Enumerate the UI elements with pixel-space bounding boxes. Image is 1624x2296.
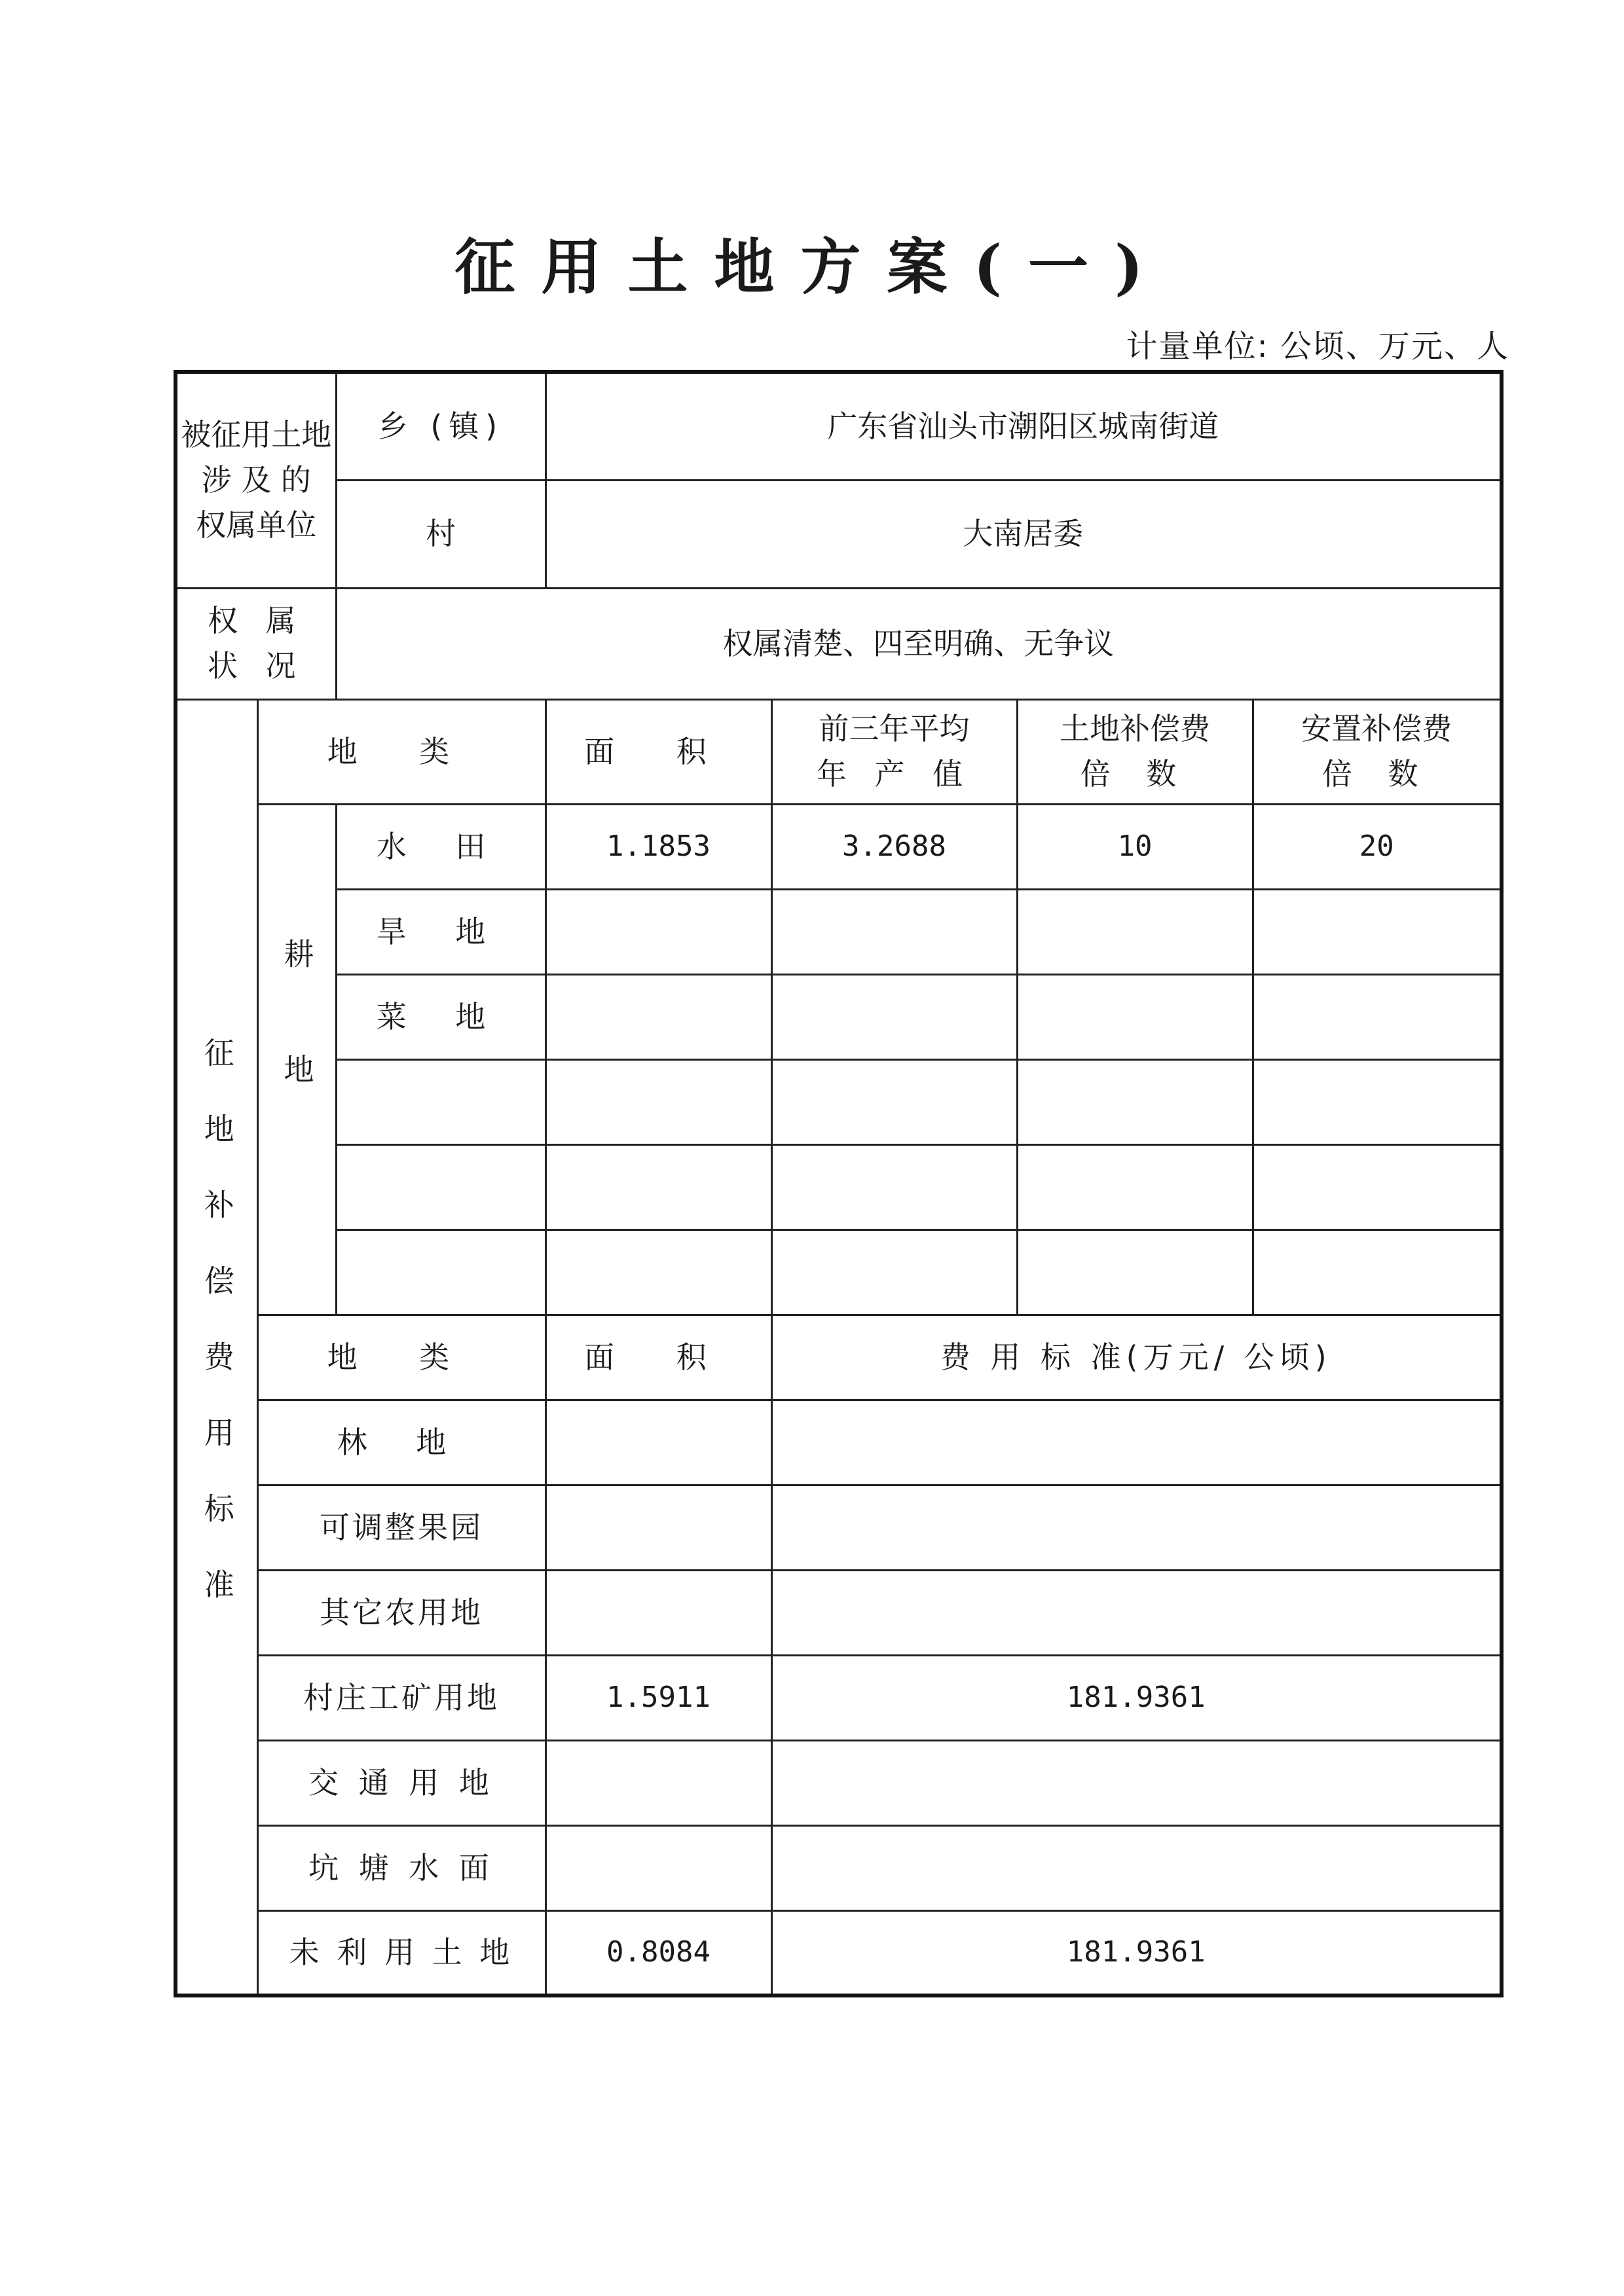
units-note: 计量单位: 公顷、万元、人 bbox=[1126, 328, 1509, 365]
land-comp-multiple bbox=[1017, 1059, 1253, 1144]
cultivated-label: 耕地 bbox=[257, 804, 336, 1315]
land-acquisition-form bbox=[174, 370, 1504, 1997]
land-type bbox=[336, 1144, 545, 1230]
land-type: 水 田 bbox=[336, 804, 545, 889]
area bbox=[545, 1570, 771, 1655]
land-type: 其它农用地 bbox=[257, 1570, 545, 1655]
land-type: 未 利 用 土 地 bbox=[257, 1910, 545, 1995]
table-row bbox=[175, 889, 1502, 974]
township-value: 广东省汕头市潮阳区城南街道 bbox=[545, 372, 1502, 480]
resettle-multiple bbox=[1253, 1144, 1502, 1230]
table-row bbox=[175, 1230, 1502, 1315]
standard: 181.9361 bbox=[771, 1655, 1502, 1740]
header2-land-type: 地 类 bbox=[257, 1315, 545, 1400]
land-comp-multiple bbox=[1017, 974, 1253, 1059]
area bbox=[545, 1485, 771, 1570]
table-row bbox=[175, 1570, 1502, 1655]
land-type: 坑 塘 水 面 bbox=[257, 1825, 545, 1910]
area bbox=[545, 1144, 771, 1230]
table-row bbox=[175, 1059, 1502, 1144]
header-land-type: 地 类 bbox=[257, 699, 545, 804]
standard bbox=[771, 1825, 1502, 1910]
land-comp-multiple bbox=[1017, 889, 1253, 974]
area: 1.1853 bbox=[545, 804, 771, 889]
avg-output bbox=[771, 1059, 1017, 1144]
header-resettle-multiple: 安置补偿费 倍 数 bbox=[1253, 699, 1502, 804]
land-type: 菜 地 bbox=[336, 974, 545, 1059]
table-row bbox=[175, 1740, 1502, 1825]
land-type: 村庄工矿用地 bbox=[257, 1655, 545, 1740]
resettle-multiple bbox=[1253, 1059, 1502, 1144]
land-type: 可调整果园 bbox=[257, 1485, 545, 1570]
table-row bbox=[175, 804, 1502, 889]
area bbox=[545, 1400, 771, 1485]
header-area: 面 积 bbox=[545, 699, 771, 804]
header2-area: 面 积 bbox=[545, 1315, 771, 1400]
ownership-status-value: 权属清楚、四至明确、无争议 bbox=[336, 588, 1502, 699]
area bbox=[545, 1825, 771, 1910]
land-comp-multiple bbox=[1017, 1144, 1253, 1230]
land-type: 旱 地 bbox=[336, 889, 545, 974]
table-row bbox=[175, 1144, 1502, 1230]
resettle-multiple bbox=[1253, 889, 1502, 974]
resettle-multiple: 20 bbox=[1253, 804, 1502, 889]
area bbox=[545, 1740, 771, 1825]
owner-label: 被征用土地 涉 及 的 权属单位 bbox=[175, 372, 336, 588]
avg-output bbox=[771, 974, 1017, 1059]
standard bbox=[771, 1740, 1502, 1825]
table-row bbox=[175, 1400, 1502, 1485]
area: 0.8084 bbox=[545, 1910, 771, 1995]
page-title: 征用土地方案(一) bbox=[454, 232, 1170, 302]
avg-output bbox=[771, 889, 1017, 974]
standard: 181.9361 bbox=[771, 1910, 1502, 1995]
avg-output bbox=[771, 1144, 1017, 1230]
area bbox=[545, 1059, 771, 1144]
standard bbox=[771, 1400, 1502, 1485]
township-label: 乡 (镇) bbox=[336, 372, 545, 480]
avg-output bbox=[771, 1230, 1017, 1315]
resettle-multiple bbox=[1253, 1230, 1502, 1315]
standard bbox=[771, 1570, 1502, 1655]
village-label: 村 bbox=[336, 480, 545, 588]
table-row bbox=[175, 1910, 1502, 1995]
land-type bbox=[336, 1059, 545, 1144]
village-value: 大南居委 bbox=[545, 480, 1502, 588]
resettle-multiple bbox=[1253, 974, 1502, 1059]
table-row bbox=[175, 1825, 1502, 1910]
area bbox=[545, 974, 771, 1059]
land-type: 交 通 用 地 bbox=[257, 1740, 545, 1825]
table-row bbox=[175, 974, 1502, 1059]
table-row bbox=[175, 1655, 1502, 1740]
standard bbox=[771, 1485, 1502, 1570]
land-type: 林 地 bbox=[257, 1400, 545, 1485]
area bbox=[545, 889, 771, 974]
area bbox=[545, 1230, 771, 1315]
land-type bbox=[336, 1230, 545, 1315]
land-comp-multiple bbox=[1017, 1230, 1253, 1315]
compensation-section-label: 征地补偿费用标准 bbox=[175, 699, 257, 1995]
land-comp-multiple: 10 bbox=[1017, 804, 1253, 889]
avg-output: 3.2688 bbox=[771, 804, 1017, 889]
ownership-status-label: 权 属 状 况 bbox=[175, 588, 336, 699]
header-avg-output: 前三年平均 年 产 值 bbox=[771, 699, 1017, 804]
header2-standard: 费 用 标 准(万元/ 公顷) bbox=[771, 1315, 1502, 1400]
table-row bbox=[175, 1485, 1502, 1570]
header-land-comp-multiple: 土地补偿费 倍 数 bbox=[1017, 699, 1253, 804]
area: 1.5911 bbox=[545, 1655, 771, 1740]
